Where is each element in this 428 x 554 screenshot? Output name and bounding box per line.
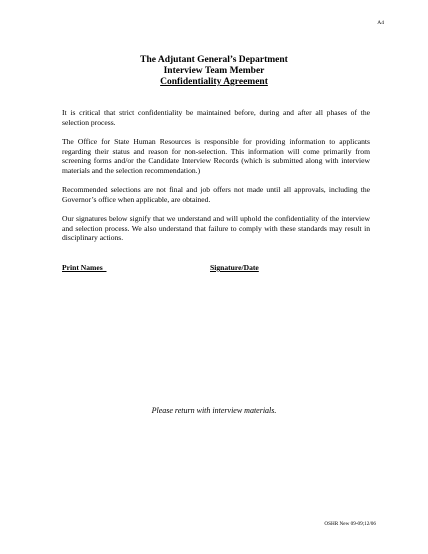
document-header (0, 55, 428, 88)
page-label: A4 (377, 20, 384, 26)
print-names-label: Print Names (62, 263, 107, 272)
header-department: The Adjutant General’s Department (140, 55, 288, 65)
form-code: OSHR New 09-09;12/06 (324, 521, 376, 527)
paragraph-oshr-responsibility: The Office for State Human Resources is responsible for providing information to applicants regarding their status and reason for non-selection. This information will come primarily from screening forms and/or the Candidate Interview Records (which is submitted along with interview materials and the selection recommendation.) (62, 137, 370, 175)
paragraph-confidentiality: It is critical that strict confidentiality be maintained before, during and after all phases of the selection process. (62, 108, 370, 127)
return-note: Please return with interview materials. (151, 406, 277, 415)
paragraph-signatures: Our signatures below signify that we understand and will uphold the confidentiality of the interview and selection process. We also understand that failure to comply with these standards may result in disciplinary actions. (62, 214, 370, 243)
paragraph-recommended-selections: Recommended selections are not final and job offers not made until all approvals, including the Governor’s office when applicable, are obtained. (62, 185, 370, 204)
header-agreement-title: Confidentiality Agreement (160, 77, 268, 87)
signature-date-label: Signature/Date (210, 263, 259, 272)
header-subtitle: Interview Team Member (163, 66, 265, 76)
